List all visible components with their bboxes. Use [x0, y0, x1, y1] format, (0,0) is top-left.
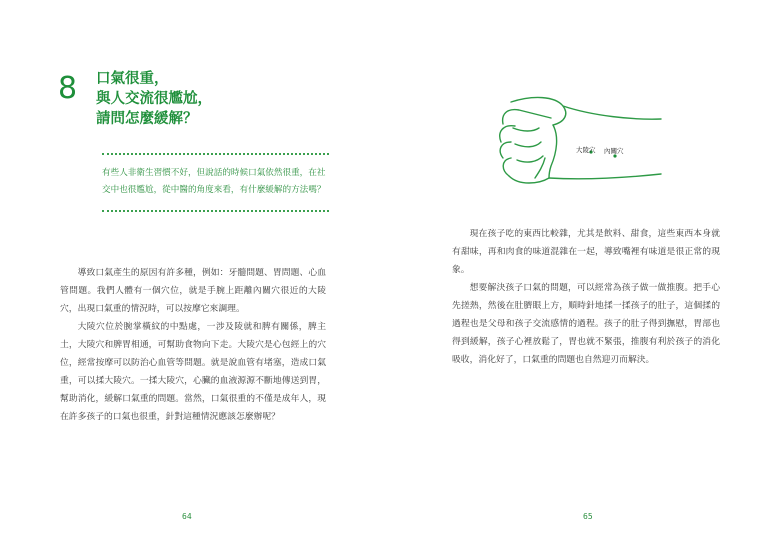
question-text: 有些人非衛生習慣不好，但說話的時候口氣依然很重，在社交中也很尷尬，從中醫的角度來看，有什麼緩解的方法嗎？	[102, 168, 326, 195]
title-line-3: 請問怎麼緩解？	[96, 111, 198, 127]
page-number-left: 64	[182, 512, 192, 521]
left-paragraph-2: 大陵穴位於腕掌橫紋的中點處，一涉及陵就和脾有關係，脾主土，大陵穴和脾胃相通，可幫助食物向下走。大陵穴是心包經上的穴位，經常按摩可以防治心血管等問題。就是說血管有堵塞，造成口氣重，可以揉大陵穴。一揉大陵穴，心臟的血液源源不斷地傳送到胃，幫助消化，緩解口氣重的問題。當然，口氣很重的不僅是成年人，現在許多孩子的口氣也很重，針對這種情況應該怎麼辦呢？	[60, 322, 326, 422]
left-paragraph-1: 導致口氣產生的原因有許多種，例如：牙髓問題、胃問題、心血管問題。我們人體有一個穴位，就是手腕上距離內關穴很近的大陵穴，出現口氣重的情況時，可以按摩它來調理。	[60, 268, 326, 314]
question-box	[102, 153, 329, 212]
right-paragraph-1: 現在孩子吃的東西比較雜，尤其是飲料、甜食，這些東西本身就有甜味，再和肉食的味道混雜在一起，導致嘴裡有味道是很正常的現象。	[452, 229, 720, 275]
page-number-right: 65	[583, 512, 593, 521]
chapter-title	[96, 69, 212, 129]
title-line-1: 口氣很重，	[96, 71, 169, 87]
chapter-number: 8	[58, 71, 78, 106]
acupoint-label-daling: 大陵穴	[576, 146, 596, 154]
left-page-body	[60, 264, 326, 426]
acupoint-label-neiguan: 內關穴	[604, 147, 624, 155]
title-line-2: 與人交流很尷尬，	[96, 91, 212, 107]
right-page-body	[452, 225, 720, 369]
wrist-illustration	[493, 92, 663, 192]
right-paragraph-2: 想要解決孩子口氣的問題，可以經常為孩子做一做推腹。把手心先搓熱，然後在肚臍眼上方，順時針地揉一揉孩子的肚子，這個揉的過程也是父母和孩子交流感情的過程。孩子的肚子得到撫慰，胃部也得到緩解，孩子心裡放鬆了，胃也就不緊張，推腹有利於孩子的消化吸收，消化好了，口氣重的問題也自然迎刃而解決。	[452, 283, 720, 365]
